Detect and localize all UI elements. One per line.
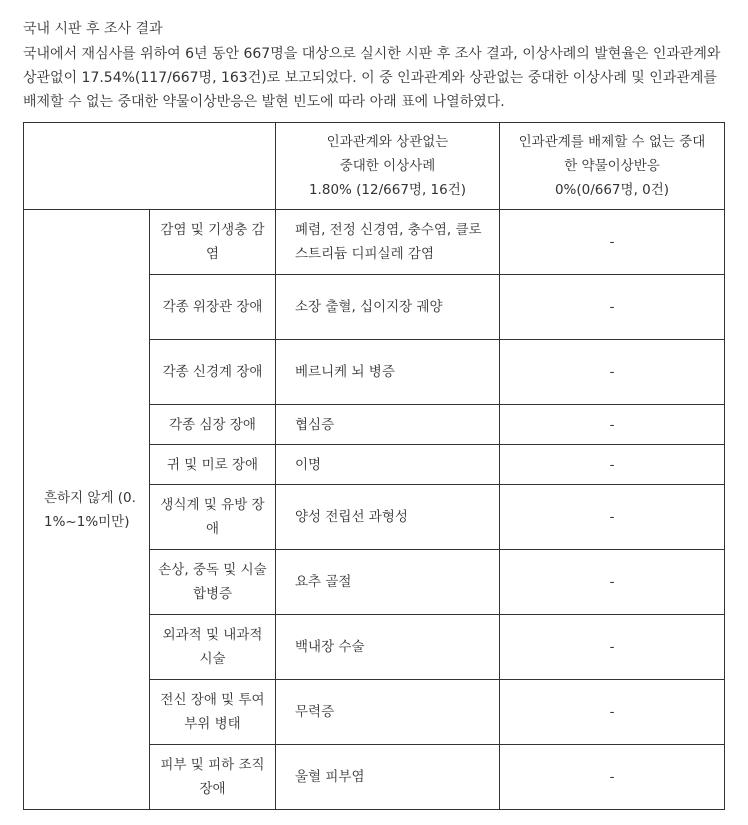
intro-paragraph: 국내에서 재심사를 위하여 6년 동안 667명을 대상으로 실시한 시판 후 조사 결과, 이상사례의 발현율은 인과관계와 상관없이 17.54%(117/667명, 163건)로 보고되었다. 이 중 인과관계와 상관없는 중대한 이상사례 및 인과관계를 배제할 수 없는 중대한 약물이상반응은 발현 빈도에 따라 아래 표에 나열하였다. bbox=[23, 46, 721, 110]
event-cell: 무력증 bbox=[276, 680, 500, 745]
category-cell: 피부 및 피하 조직 장애 bbox=[150, 745, 276, 810]
event-cell: 울혈 피부염 bbox=[276, 745, 500, 810]
table-row bbox=[24, 210, 725, 275]
header-serious-ae-line1: 인과관계와 상관없는 bbox=[326, 134, 449, 150]
adverse-events-table bbox=[23, 122, 725, 810]
category-cell: 각종 위장관 장애 bbox=[150, 275, 276, 340]
adr-cell: - bbox=[500, 615, 725, 680]
event-cell: 양성 전립선 과형성 bbox=[276, 485, 500, 550]
category-cell: 각종 신경계 장애 bbox=[150, 340, 276, 405]
header-serious-adr bbox=[500, 123, 725, 210]
header-serious-adr-line2: 한 약물이상반응 bbox=[564, 158, 660, 174]
adr-cell: - bbox=[500, 680, 725, 745]
header-serious-ae bbox=[276, 123, 500, 210]
category-cell: 손상, 중독 및 시술 합병증 bbox=[150, 550, 276, 615]
category-cell: 외과적 및 내과적 시술 bbox=[150, 615, 276, 680]
section-title: 국내 시판 후 조사 결과 bbox=[23, 21, 163, 37]
adr-cell: - bbox=[500, 340, 725, 405]
category-cell: 감염 및 기생충 감염 bbox=[150, 210, 276, 275]
table-header-row bbox=[24, 123, 725, 210]
header-serious-adr-line1: 인과관계를 배제할 수 없는 중대 bbox=[518, 134, 706, 150]
document-body bbox=[23, 20, 725, 114]
header-empty-cell bbox=[24, 123, 276, 210]
adr-cell: - bbox=[500, 210, 725, 275]
adr-cell: - bbox=[500, 405, 725, 445]
category-cell: 전신 장애 및 투여 부위 병태 bbox=[150, 680, 276, 745]
event-cell: 요추 골절 bbox=[276, 550, 500, 615]
event-cell: 소장 출혈, 십이지장 궤양 bbox=[276, 275, 500, 340]
category-cell: 생식계 및 유방 장애 bbox=[150, 485, 276, 550]
adr-cell: - bbox=[500, 485, 725, 550]
event-cell: 이명 bbox=[276, 445, 500, 485]
adr-cell: - bbox=[500, 745, 725, 810]
event-cell: 백내장 수술 bbox=[276, 615, 500, 680]
adr-cell: - bbox=[500, 550, 725, 615]
event-cell: 협심증 bbox=[276, 405, 500, 445]
category-cell: 각종 심장 장애 bbox=[150, 405, 276, 445]
adr-cell: - bbox=[500, 275, 725, 340]
adr-cell: - bbox=[500, 445, 725, 485]
frequency-cell: 흔하지 않게 (0.1%~1%미만) bbox=[24, 210, 150, 810]
event-cell: 베르니케 뇌 병증 bbox=[276, 340, 500, 405]
header-serious-ae-line2: 중대한 이상사례 bbox=[339, 158, 436, 174]
event-cell: 폐렴, 전정 신경염, 충수염, 클로스트리듐 디피실레 감염 bbox=[276, 210, 500, 275]
header-serious-ae-rate: 1.80% (12/667명, 16건) bbox=[308, 182, 467, 198]
category-cell: 귀 및 미로 장애 bbox=[150, 445, 276, 485]
header-serious-adr-rate: 0%(0/667명, 0건) bbox=[554, 182, 670, 198]
